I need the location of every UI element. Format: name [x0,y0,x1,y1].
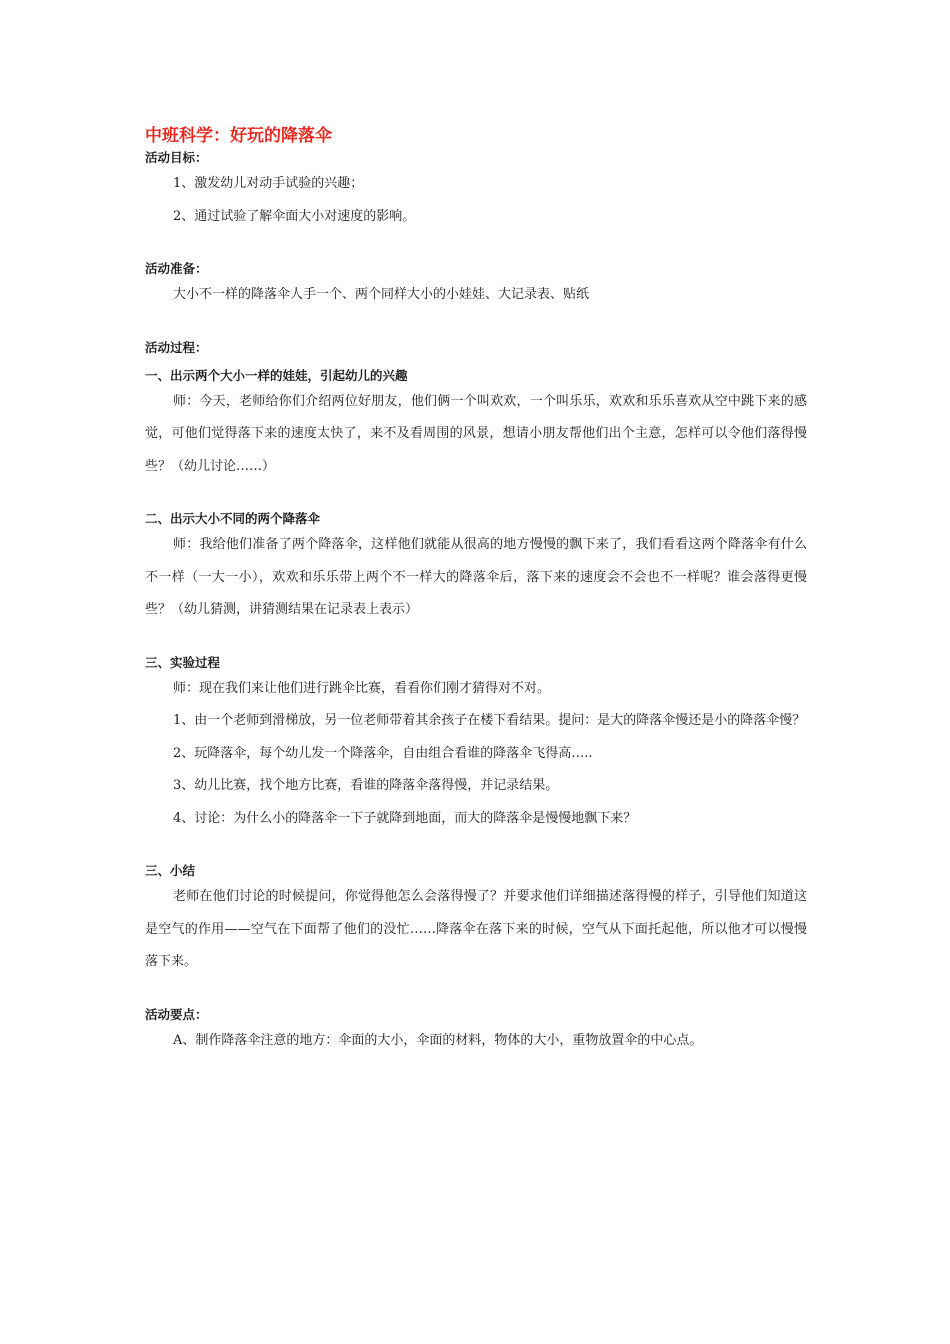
objective-item: 2、通过试验了解伞面大小对速度的影响。 [173,208,416,224]
step3-intro: 师：现在我们来让他们进行跳伞比赛，看看你们刚才猜得对不对。 [173,680,551,696]
step1-heading: 一、出示两个大小一样的娃娃，引起幼儿的兴趣 [145,367,408,383]
summary-text: 老师在他们讨论的时候提问，你觉得他怎么会落得慢了？并要求他们详细描述落得慢的样子，引导他们知道这是空气的作用——空气在下面帮了他们的没忙……降落伞在落下来的时候，空气从下面托起他，所以他才可以慢慢落下来。 [145,889,807,969]
step3-heading: 三、实验过程 [145,654,221,670]
step3-item: 1、由一个老师到滑梯放，另一位老师带着其余孩子在楼下看结果。提问：是大的降落伞慢还是小的降落伞慢？ [173,713,806,728]
keypoints-text: A、制作降落伞注意的地方：伞面的大小，伞面的材料，物体的大小，重物放置伞的中心点。 [173,1032,703,1048]
step3-item: 2、玩降落伞，每个幼儿发一个降落伞，自由组合看谁的降落伞飞得高….. [173,745,593,761]
summary-heading: 三、小结 [145,863,196,878]
preparation-text: 大小不一样的降落伞人手一个、两个同样大小的小娃娃、大记录表、贴纸 [173,287,590,302]
objectives-heading: 活动目标： [145,150,208,165]
step3-item: 4、讨论：为什么小的降落伞一下子就降到地面，而大的降落伞是慢慢地飘下来？ [173,810,637,826]
document-page [145,124,807,1057]
document-title: 中班科学：好玩的降落伞 [145,126,332,146]
preparation-heading: 活动准备： [145,261,208,276]
objective-item: 1、激发幼儿对动手试验的兴趣； [173,176,364,191]
step3-item: 3、幼儿比赛，找个地方比赛，看谁的降落伞落得慢，并记录结果。 [173,778,559,793]
step2-heading: 二、出示大小不同的两个降落伞 [145,511,321,526]
step2-text: 师：我给他们准备了两个降落伞，这样他们就能从很高的地方慢慢的飘下来了，我们看看这两个降落伞有什么不一样（一大一小），欢欢和乐乐带上两个不一样大的降落伞后，落下来的速度会不会也不一样呢？谁会落得更慢些？（幼儿猜测，讲猜测结果在记录表上表示） [145,537,807,617]
keypoints-heading: 活动要点： [145,1006,208,1022]
step1-text: 师：今天，老师给你们介绍两位好朋友，他们俩一个叫欢欢，一个叫乐乐，欢欢和乐乐喜欢从空中跳下来的感觉，可他们觉得落下来的速度太快了，来不及看周围的风景，想请小朋友帮他们出个主意，怎样可以令他们落得慢些？（幼儿讨论……） [145,393,807,474]
process-heading: 活动过程： [145,339,208,355]
